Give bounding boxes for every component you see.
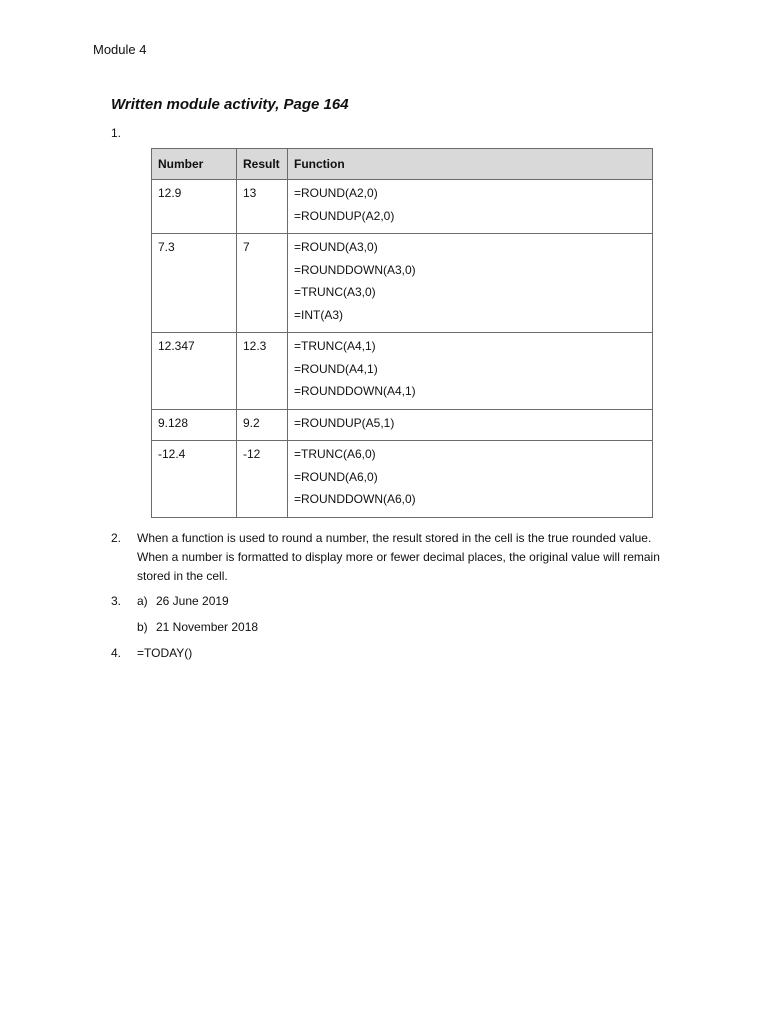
column-header-number: Number <box>152 149 237 180</box>
question-3b <box>137 618 671 637</box>
table-body <box>152 180 653 518</box>
function-formula: =ROUNDDOWN(A4,1) <box>294 384 416 398</box>
cell-result: -12 <box>237 441 288 518</box>
page-header: Module 4 <box>93 42 147 57</box>
cell-result: 13 <box>237 180 288 234</box>
cell-result: 9.2 <box>237 409 288 441</box>
table-row <box>152 409 653 441</box>
table-header-row <box>152 149 653 180</box>
cell-functions <box>288 180 653 234</box>
question-3a-letter: a) <box>137 594 148 608</box>
function-formula: =ROUNDDOWN(A3,0) <box>294 262 416 277</box>
question-3a-text: 26 June 2019 <box>156 594 229 608</box>
cell-result: 12.3 <box>237 333 288 410</box>
cell-number: 9.128 <box>152 409 237 441</box>
column-header-result: Result <box>237 149 288 180</box>
function-formula: =ROUND(A2,0) <box>294 186 378 200</box>
function-formula: =ROUND(A4,1) <box>294 361 378 376</box>
questions-list <box>111 529 671 669</box>
question-2-text: When a function is used to round a number, the result stored in the cell is the true rounded value. When a number is formatted to display more or fewer decimal places, the original value will remain stored in the cell. <box>137 531 660 583</box>
function-formula: =ROUNDUP(A2,0) <box>294 208 395 223</box>
question-3b-letter: b) <box>137 620 148 634</box>
function-formula: =ROUND(A3,0) <box>294 240 378 254</box>
function-formula: =ROUND(A6,0) <box>294 469 378 484</box>
rounding-functions-table <box>151 148 653 518</box>
question-4-text: =TODAY() <box>137 646 193 660</box>
question-3b-text: 21 November 2018 <box>156 620 259 634</box>
cell-number: 7.3 <box>152 234 237 333</box>
cell-number: 12.347 <box>152 333 237 410</box>
function-formula: =TRUNC(A6,0) <box>294 447 376 461</box>
table-row <box>152 234 653 333</box>
cell-functions <box>288 409 653 441</box>
function-formula: =TRUNC(A3,0) <box>294 285 376 299</box>
cell-functions <box>288 441 653 518</box>
function-formula: =ROUNDUP(A5,1) <box>294 415 395 430</box>
question-3 <box>111 592 671 637</box>
page-title: Written module activity, Page 164 <box>111 96 349 113</box>
question-4-number: 4. <box>111 646 122 660</box>
question-3-number: 3. <box>111 594 122 608</box>
cell-number: 12.9 <box>152 180 237 234</box>
table-row <box>152 180 653 234</box>
cell-functions <box>288 333 653 410</box>
function-formula: =TRUNC(A4,1) <box>294 339 376 353</box>
question-2-number: 2. <box>111 531 122 545</box>
column-header-function: Function <box>288 149 653 180</box>
question-3a <box>137 592 671 611</box>
question-1-number: 1. <box>111 126 122 140</box>
cell-number: -12.4 <box>152 441 237 518</box>
table-row <box>152 441 653 518</box>
function-formula: =ROUNDDOWN(A6,0) <box>294 492 416 506</box>
question-2 <box>111 529 671 586</box>
function-formula: =INT(A3) <box>294 307 344 322</box>
table-row <box>152 333 653 410</box>
cell-functions <box>288 234 653 333</box>
cell-result: 7 <box>237 234 288 333</box>
question-4 <box>111 644 671 663</box>
